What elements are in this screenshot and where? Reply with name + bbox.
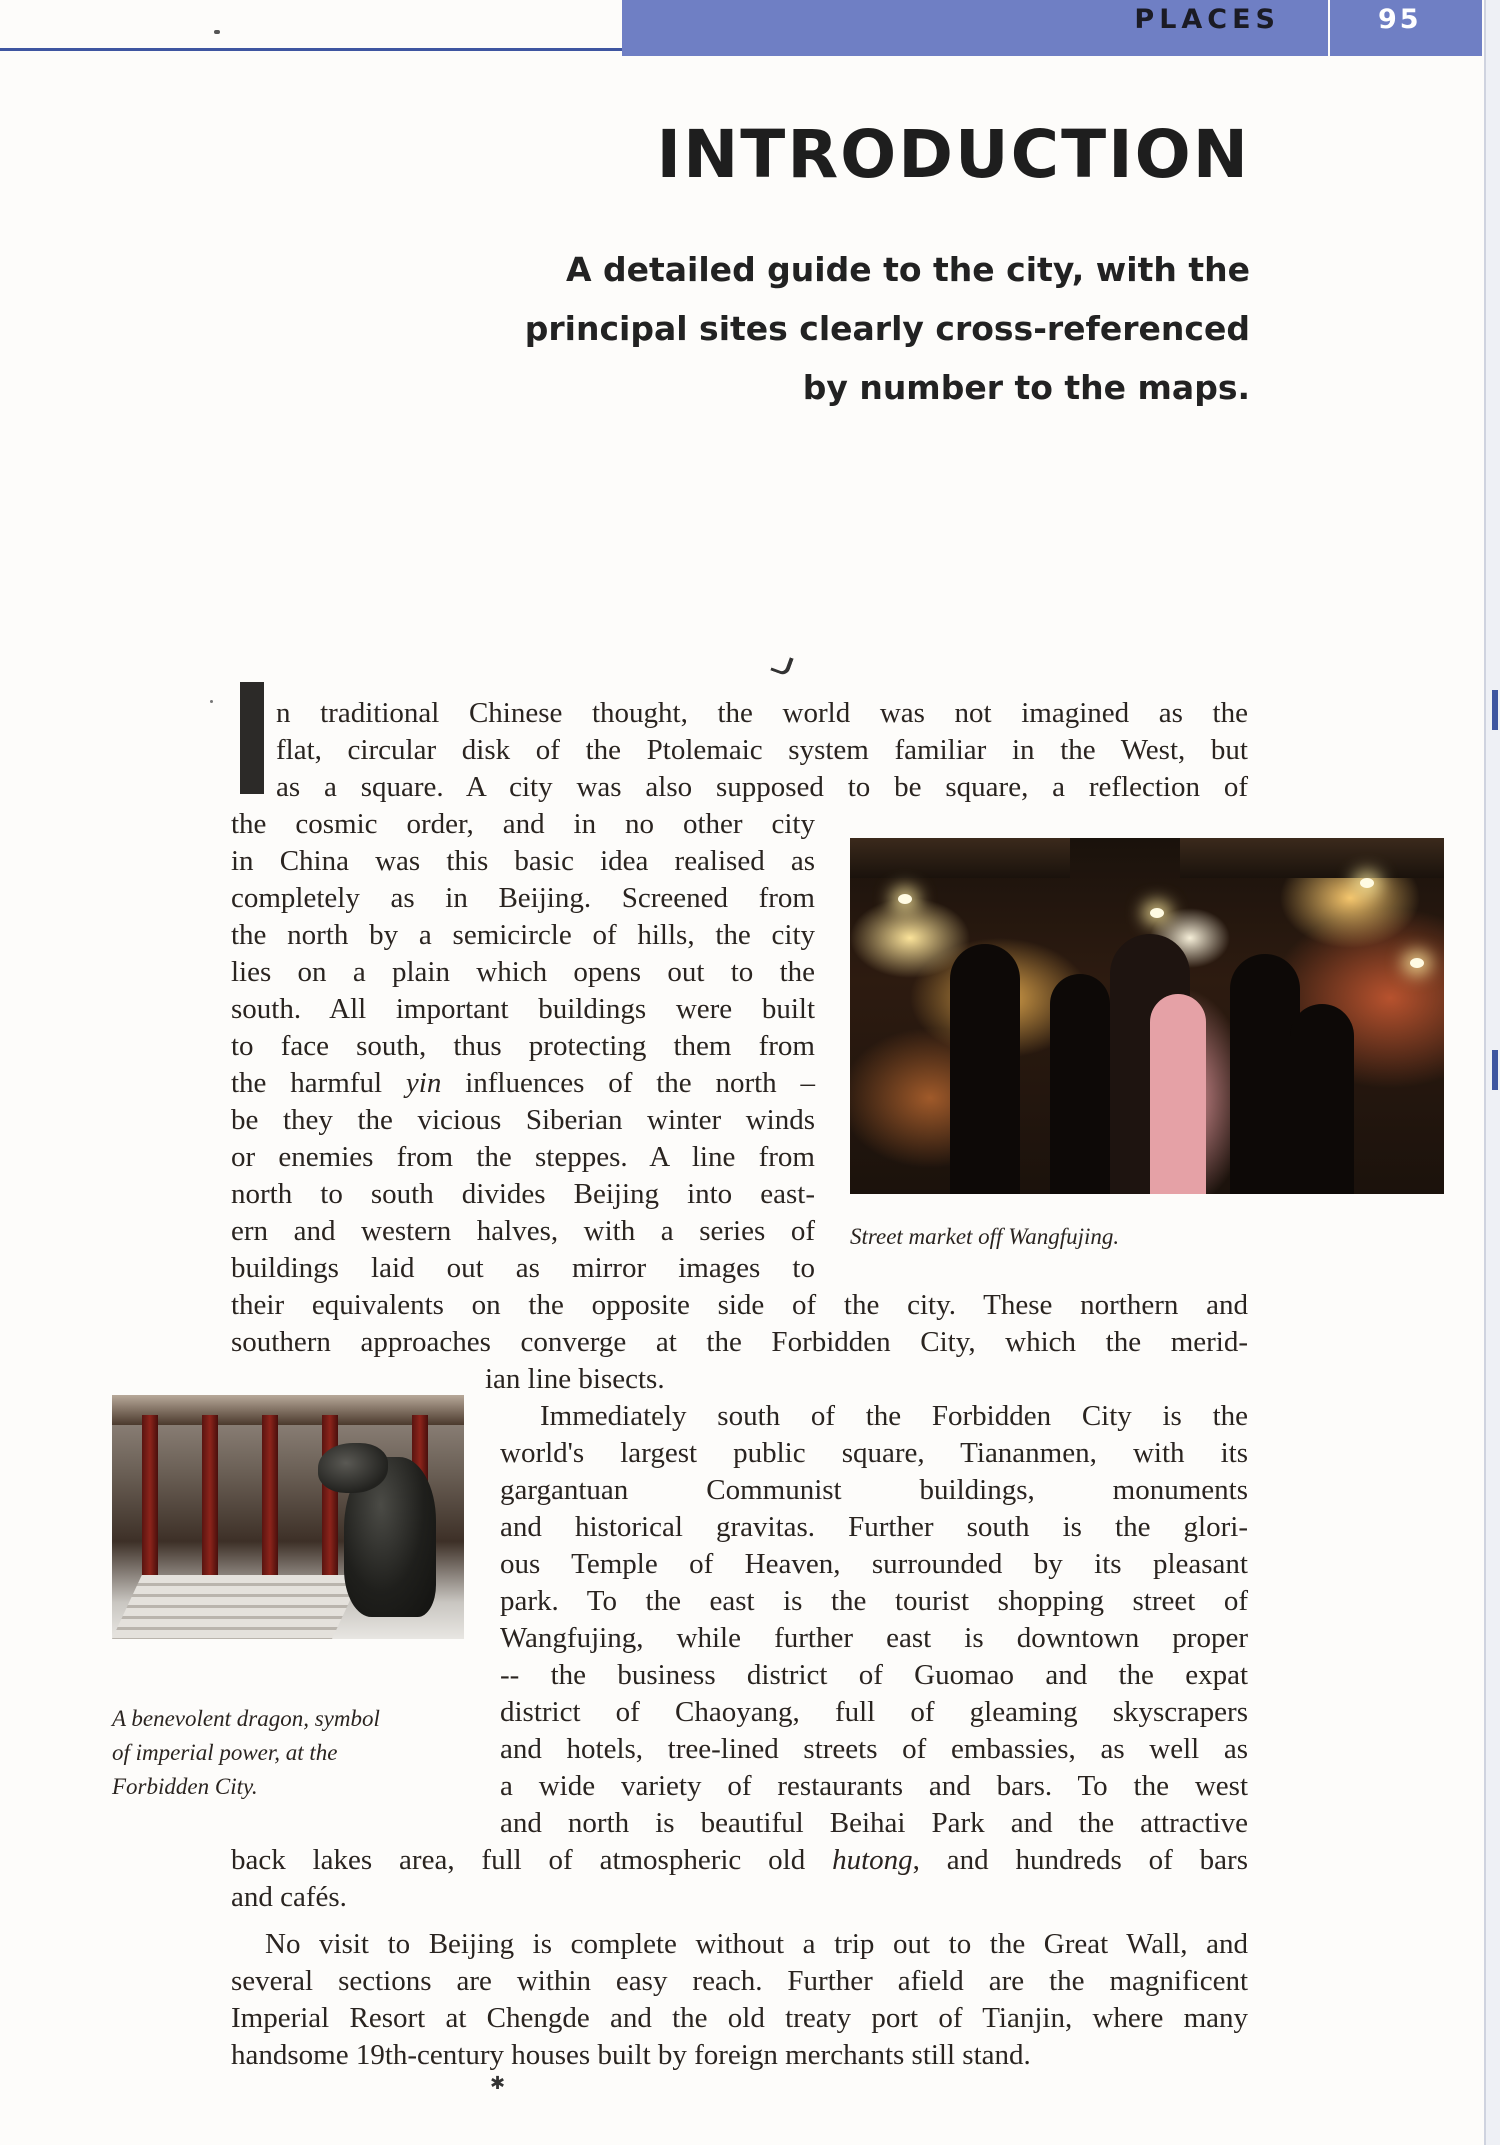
body-line: world's largest public square, Tiananmen, with its xyxy=(500,1437,1248,1469)
photo-detail xyxy=(898,894,912,904)
body-line: or enemies from the steppes. A line from xyxy=(231,1141,815,1173)
caption-line: of imperial power, at the xyxy=(112,1740,338,1765)
body-line: buildings laid out as mirror images to xyxy=(231,1252,815,1284)
body-text: back lakes area, full of atmospheric old xyxy=(231,1844,806,1876)
photo-detail xyxy=(322,1415,338,1575)
photo-detail xyxy=(202,1415,218,1575)
body-text: , and hundreds of bars xyxy=(912,1844,1248,1876)
body-line: southern approaches converge at the Forbidden City, which the merid- xyxy=(231,1326,1248,1358)
body-line: n traditional Chinese thought, the world was not imagined as the xyxy=(276,697,1248,729)
body-line: in China was this basic idea realised as xyxy=(231,845,815,877)
body-text: influences of the north – xyxy=(465,1067,816,1099)
ink-mark xyxy=(770,652,793,676)
body-line: lies on a plain which opens out to the xyxy=(231,956,815,988)
body-italic: hutong xyxy=(832,1844,913,1876)
page-number: 95 xyxy=(1378,4,1422,35)
street-market-photo xyxy=(850,838,1444,1194)
header-rule xyxy=(0,48,622,51)
body-line: Imperial Resort at Chengde and the old treaty port of Tianjin, where many xyxy=(231,2002,1248,2034)
body-line: park. To the east is the tourist shopping street of xyxy=(500,1585,1248,1617)
body-line: ern and western halves, with a series of xyxy=(231,1215,815,1247)
body-line: and hotels, tree-lined streets of embassies, as well as xyxy=(500,1733,1248,1765)
body-line: the north by a semicircle of hills, the city xyxy=(231,919,815,951)
body-line: completely as in Beijing. Screened from xyxy=(231,882,815,914)
dragon-photo-caption xyxy=(112,1702,380,1804)
body-line xyxy=(231,1842,1248,1879)
body-line: and north is beautiful Beihai Park and the attractive xyxy=(500,1807,1248,1839)
body-line: south. All important buildings were built xyxy=(231,993,815,1025)
photo-detail xyxy=(950,944,1020,1194)
caption-line: Forbidden City. xyxy=(112,1774,258,1799)
subtitle-line: A detailed guide to the city, with the xyxy=(565,250,1250,289)
body-line: No visit to Beijing is complete without a trip out to the Great Wall, and xyxy=(265,1928,1248,1960)
edge-tab xyxy=(1492,1050,1498,1090)
body-line xyxy=(231,1065,815,1102)
body-line: Wangfujing, while further east is downtown proper xyxy=(500,1622,1248,1654)
photo-detail xyxy=(1290,1004,1354,1194)
body-line: Immediately south of the Forbidden City is the xyxy=(540,1400,1248,1432)
body-line: be they the vicious Siberian winter winds xyxy=(231,1104,815,1136)
page-mark xyxy=(214,30,220,34)
body-line: the cosmic order, and in no other city xyxy=(231,808,815,840)
photo-detail xyxy=(1180,838,1444,878)
section-label: PLACES xyxy=(1134,4,1280,35)
body-line: north to south divides Beijing into east- xyxy=(231,1178,815,1210)
photo-detail xyxy=(142,1415,158,1575)
body-line: gargantuan Communist buildings, monuments xyxy=(500,1474,1248,1506)
photo-detail xyxy=(112,1575,362,1639)
photo-detail xyxy=(1150,994,1206,1194)
body-line: several sections are within easy reach. Further afield are the magnificent xyxy=(231,1965,1248,1997)
edge-tab xyxy=(1492,690,1498,730)
margin-dot xyxy=(210,700,213,703)
body-line: and historical gravitas. Further south is the glori- xyxy=(500,1511,1248,1543)
photo-detail xyxy=(1360,878,1374,888)
photo-detail xyxy=(318,1443,388,1493)
body-line: -- the business district of Guomao and the expat xyxy=(500,1659,1248,1691)
body-line: handsome 19th-century houses built by foreign merchants still stand. xyxy=(231,2039,1031,2071)
body-italic: yin xyxy=(405,1067,442,1099)
body-line: a wide variety of restaurants and bars. To the west xyxy=(500,1770,1248,1802)
photo-detail xyxy=(262,1415,278,1575)
body-line: as a square. A city was also supposed to be square, a reflection of xyxy=(276,771,1248,803)
page-subtitle xyxy=(440,240,1250,417)
subtitle-line: by number to the maps. xyxy=(802,368,1250,407)
body-text: the harmful xyxy=(231,1067,383,1099)
body-line: and cafés. xyxy=(231,1881,347,1913)
body-line: to face south, thus protecting them from xyxy=(231,1030,815,1062)
print-mark: ✱ xyxy=(490,2073,506,2093)
caption-line: A benevolent dragon, symbol xyxy=(112,1706,380,1731)
body-line: flat, circular disk of the Ptolemaic system familiar in the West, but xyxy=(276,734,1248,766)
photo-detail xyxy=(1150,908,1164,918)
drop-cap-letter xyxy=(240,682,264,794)
body-line: their equivalents on the opposite side of the city. These northern and xyxy=(231,1289,1248,1321)
body-line: district of Chaoyang, full of gleaming skyscrapers xyxy=(500,1696,1248,1728)
subtitle-line: principal sites clearly cross-referenced xyxy=(524,309,1250,348)
photo-detail xyxy=(1410,958,1424,968)
page-title: INTRODUCTION xyxy=(656,116,1250,193)
photo-detail xyxy=(850,838,1070,878)
dragon-photo xyxy=(112,1395,464,1639)
body-line: ous Temple of Heaven, surrounded by its pleasant xyxy=(500,1548,1248,1580)
body-line: ian line bisects. xyxy=(485,1363,665,1395)
market-photo-caption: Street market off Wangfujing. xyxy=(850,1224,1120,1249)
photo-detail xyxy=(1050,974,1110,1194)
